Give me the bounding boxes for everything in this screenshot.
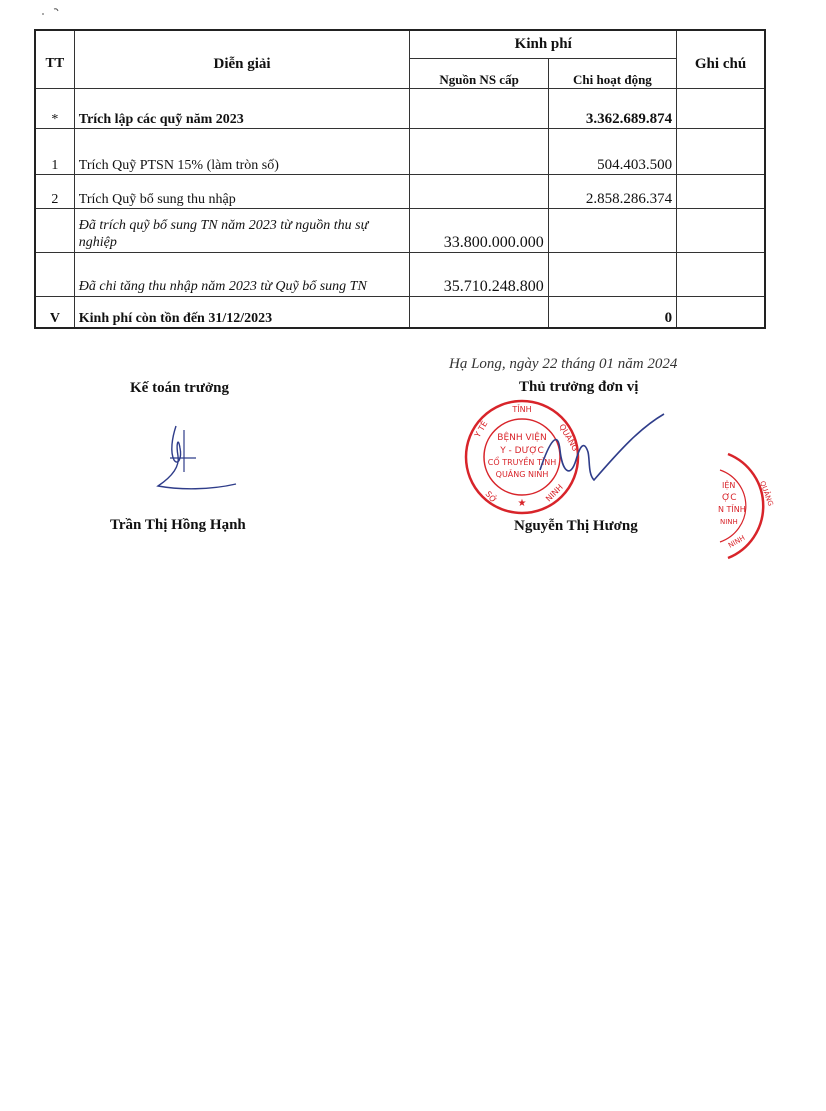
row-ghi-chu	[677, 252, 765, 296]
header-description: Diễn giải	[74, 30, 410, 88]
table-row	[35, 88, 765, 128]
table-row	[35, 128, 765, 174]
row-tt: V	[35, 296, 74, 328]
row-tt: 2	[35, 174, 74, 208]
row-description: Trích Quỹ bổ sung thu nhập	[74, 174, 410, 208]
scan-mark	[40, 6, 60, 16]
table-row	[35, 208, 765, 252]
date-line: Hạ Long, ngày 22 tháng 01 năm 2024	[449, 356, 678, 372]
row-ghi-chu	[677, 296, 765, 328]
row-ghi-chu	[677, 208, 765, 252]
header-ghi-chu: Ghi chú	[677, 30, 765, 88]
svg-text:NINH: NINH	[544, 482, 565, 504]
budget-table	[34, 29, 766, 329]
svg-text:QUẢNG: QUẢNG	[758, 479, 775, 508]
header-tt: TT	[35, 30, 74, 88]
svg-text:BỆNH VIỆN: BỆNH VIỆN	[497, 433, 547, 443]
row-nguon-ns: 33.800.000.000	[410, 208, 548, 252]
svg-text:SỞ: SỞ	[483, 489, 499, 505]
chief-accountant-title: Kế toán trưởng	[130, 380, 229, 396]
table-row	[35, 296, 765, 328]
row-description: Đã chi tăng thu nhập năm 2023 từ Quỹ bổ sung TN	[74, 252, 410, 296]
row-chi-hoat-dong: 3.362.689.874	[548, 88, 676, 128]
row-description: Đã trích quỹ bổ sung TN năm 2023 từ nguồn thu sự nghiệp	[74, 208, 410, 252]
chief-accountant-signature	[140, 418, 240, 498]
svg-text:IỆN: IỆN	[722, 481, 736, 490]
row-ghi-chu	[677, 174, 765, 208]
svg-text:CỔ TRUYỀN TỈNH: CỔ TRUYỀN TỈNH	[487, 458, 557, 467]
svg-text:Y - DƯỢC: Y - DƯỢC	[500, 446, 544, 456]
row-description: Trích lập các quỹ năm 2023	[74, 88, 410, 128]
row-tt	[35, 208, 74, 252]
header-nguon-ns: Nguồn NS cấp	[410, 58, 548, 88]
row-tt: 1	[35, 128, 74, 174]
svg-text:ỢC: ỢC	[722, 493, 737, 503]
row-nguon-ns	[410, 296, 548, 328]
svg-text:N TỈNH: N TỈNH	[718, 505, 746, 514]
row-nguon-ns	[410, 128, 548, 174]
table-row	[35, 174, 765, 208]
row-description: Kinh phí còn tồn đến 31/12/2023	[74, 296, 410, 328]
svg-text:TỈNH: TỈNH	[512, 405, 532, 414]
row-chi-hoat-dong: 2.858.286.374	[548, 174, 676, 208]
row-nguon-ns	[410, 174, 548, 208]
svg-text:Y TẾ: Y TẾ	[472, 419, 490, 439]
table-row	[35, 252, 765, 296]
row-description: Trích Quỹ PTSN 15% (làm tròn số)	[74, 128, 410, 174]
unit-head-name: Nguyễn Thị Hương	[514, 518, 638, 534]
unit-head-signature	[530, 410, 670, 490]
row-nguon-ns	[410, 88, 548, 128]
row-tt	[35, 252, 74, 296]
header-chi-hoat-dong: Chi hoạt động	[548, 58, 676, 88]
row-chi-hoat-dong: 504.403.500	[548, 128, 676, 174]
row-chi-hoat-dong: 0	[548, 296, 676, 328]
svg-text:NINH: NINH	[720, 518, 738, 526]
row-chi-hoat-dong	[548, 208, 676, 252]
svg-text:QUẢNG: QUẢNG	[557, 422, 580, 453]
row-nguon-ns: 35.710.248.800	[410, 252, 548, 296]
row-tt: *	[35, 88, 74, 128]
row-ghi-chu	[677, 128, 765, 174]
row-chi-hoat-dong	[548, 252, 676, 296]
edge-seal-partial	[716, 448, 780, 563]
chief-accountant-name: Trần Thị Hồng Hạnh	[110, 517, 246, 533]
svg-text:QUẢNG NINH: QUẢNG NINH	[495, 470, 549, 479]
svg-text:NINH: NINH	[727, 533, 747, 550]
unit-head-title: Thủ trưởng đơn vị	[519, 379, 639, 395]
header-kinh-phi: Kinh phí	[410, 30, 677, 58]
table-header-row	[35, 30, 765, 58]
svg-text:★: ★	[517, 498, 527, 509]
row-ghi-chu	[677, 88, 765, 128]
